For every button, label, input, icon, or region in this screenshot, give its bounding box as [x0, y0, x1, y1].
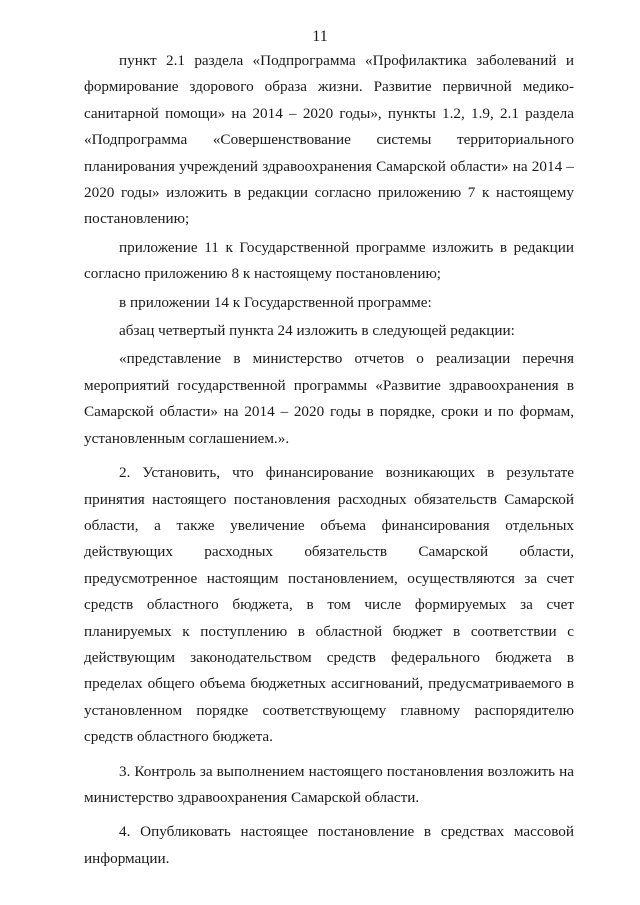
paragraph-point-2-1: пункт 2.1 раздела «Подпрограмма «Профилактика заболеваний и формирование здорового образа жизни. Развитие первичной медико-санитарной помощи» на 2014 – 2020 годы», пункты 1.2, 1.9, 2.1 раздела «Подпрограмма «Совершенствование системы территориального планирования учреждений здравоохранения Самарской области» на 2014 – 2020 годы» изложить в редакции согласно приложению 7 к настоящему постановлению;: [84, 52, 574, 228]
paragraph-item-4-publish: 4. Опубликовать настоящее постановление в средствах массовой информации.: [84, 823, 574, 867]
page-number: 11: [312, 28, 328, 45]
paragraph-quote-reporting: «представление в министерство отчетов о реализации перечня мероприятий государственной программы «Развитие здравоохранения в Самарской области» на 2014 – 2020 годы в порядке, сроки и по формам, установленным соглашением.».: [84, 350, 574, 447]
paragraph-appendix-14: в приложении 14 к Государственной программе:: [119, 293, 432, 311]
paragraph-appendix-11: приложение 11 к Государственной программе изложить в редакции согласно приложению 8 к настоящему постановлению;: [84, 238, 574, 283]
paragraph-item-3-control: 3. Контроль за выполнением настоящего постановления возложить на министерство здравоохранения Самарской области.: [84, 762, 574, 806]
paragraph-clause-24: абзац четвертый пункта 24 изложить в следующей редакции:: [119, 322, 515, 340]
document-body: [84, 48, 574, 872]
paragraph-item-2-financing: 2. Установить, что финансирование возникающих в результате принятия настоящего постановления расходных обязательств Самарской области, а также увеличение объема финансирования отдельных действующих расходных обязательств Самарской области, предусмотренное настоящим постановлением, осуществляются за счет средств областного бюджета, в том числе формируемых за счет планируемых к поступлению в областной бюджет в соответствии с действующим законодательством средств федерального бюджета в пределах общего объема бюджетных ассигнований, предусматриваемого в установленном порядке соответствующему главному распорядителю средств областного бюджета.: [84, 464, 574, 746]
